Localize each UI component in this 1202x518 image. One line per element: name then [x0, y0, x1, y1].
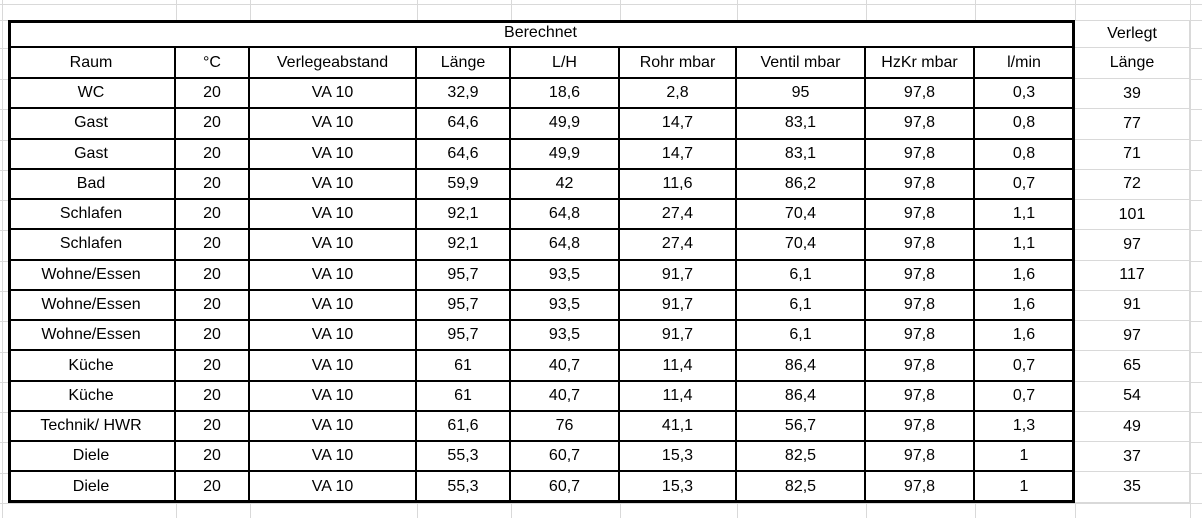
cell-ventil-mbar[interactable]: 6,1: [737, 321, 866, 351]
column-header-ventil-mbar[interactable]: Ventil mbar: [737, 48, 866, 79]
verlegt-header[interactable]: Verlegt: [1075, 20, 1190, 48]
cell-lh[interactable]: 40,7: [511, 382, 620, 412]
cell-laenge[interactable]: 95,7: [417, 261, 511, 291]
cell-raum[interactable]: Wohne/Essen: [8, 321, 176, 351]
cell-hzkr-mbar[interactable]: 97,8: [866, 321, 975, 351]
cell-lh[interactable]: 76: [511, 412, 620, 442]
cell-verlegt-laenge[interactable]: 49: [1075, 412, 1190, 442]
cell-verlegeabstand[interactable]: VA 10: [250, 170, 417, 200]
cell-hzkr-mbar[interactable]: 97,8: [866, 79, 975, 109]
cell-temp[interactable]: 20: [176, 291, 250, 321]
cell-temp[interactable]: 20: [176, 200, 250, 230]
cell-ventil-mbar[interactable]: 83,1: [737, 140, 866, 170]
cell-lmin[interactable]: 0,3: [975, 79, 1075, 109]
cell-lh[interactable]: 18,6: [511, 79, 620, 109]
cell-lmin[interactable]: 0,7: [975, 382, 1075, 412]
cell-ventil-mbar[interactable]: 95: [737, 79, 866, 109]
cell-lmin[interactable]: 1,1: [975, 230, 1075, 260]
cell-hzkr-mbar[interactable]: 97,8: [866, 200, 975, 230]
cell-raum[interactable]: Gast: [8, 140, 176, 170]
cell-lmin[interactable]: 0,7: [975, 351, 1075, 381]
cell-laenge[interactable]: 92,1: [417, 230, 511, 260]
cell-verlegt-laenge[interactable]: 101: [1075, 200, 1190, 230]
cell-raum[interactable]: Diele: [8, 442, 176, 472]
cell-ventil-mbar[interactable]: 86,4: [737, 382, 866, 412]
cell-laenge[interactable]: 32,9: [417, 79, 511, 109]
cell-temp[interactable]: 20: [176, 472, 250, 502]
cell-raum[interactable]: WC: [8, 79, 176, 109]
cell-rohr-mbar[interactable]: 11,4: [620, 351, 737, 381]
cell-verlegeabstand[interactable]: VA 10: [250, 291, 417, 321]
cell-hzkr-mbar[interactable]: 97,8: [866, 412, 975, 442]
cell-verlegt-laenge[interactable]: 97: [1075, 321, 1190, 351]
cell-temp[interactable]: 20: [176, 140, 250, 170]
cell-verlegt-laenge[interactable]: 35: [1075, 472, 1190, 502]
cell-verlegt-laenge[interactable]: 37: [1075, 442, 1190, 472]
cell-laenge[interactable]: 95,7: [417, 321, 511, 351]
column-header-lh[interactable]: L/H: [511, 48, 620, 79]
cell-temp[interactable]: 20: [176, 79, 250, 109]
cell-raum[interactable]: Küche: [8, 382, 176, 412]
cell-lmin[interactable]: 1,3: [975, 412, 1075, 442]
cell-hzkr-mbar[interactable]: 97,8: [866, 291, 975, 321]
gridline-vertical: [1190, 0, 1191, 518]
cell-verlegeabstand[interactable]: VA 10: [250, 109, 417, 139]
cell-laenge[interactable]: 59,9: [417, 170, 511, 200]
cell-rohr-mbar[interactable]: 27,4: [620, 200, 737, 230]
cell-ventil-mbar[interactable]: 82,5: [737, 472, 866, 502]
cell-verlegeabstand[interactable]: VA 10: [250, 442, 417, 472]
cell-lh[interactable]: 93,5: [511, 321, 620, 351]
cell-laenge[interactable]: 55,3: [417, 472, 511, 502]
cell-raum[interactable]: Bad: [8, 170, 176, 200]
column-header-laenge[interactable]: Länge: [417, 48, 511, 79]
cell-lh[interactable]: 93,5: [511, 261, 620, 291]
cell-lh[interactable]: 60,7: [511, 472, 620, 502]
cell-lh[interactable]: 49,9: [511, 140, 620, 170]
cell-ventil-mbar[interactable]: 56,7: [737, 412, 866, 442]
cell-raum[interactable]: Küche: [8, 351, 176, 381]
cell-laenge[interactable]: 61: [417, 351, 511, 381]
heating-circuit-table: [8, 20, 1190, 503]
gridline-horizontal: [0, 503, 1202, 504]
column-header-lmin[interactable]: l/min: [975, 48, 1075, 79]
cell-hzkr-mbar[interactable]: 97,8: [866, 230, 975, 260]
cell-verlegt-laenge[interactable]: 71: [1075, 140, 1190, 170]
cell-lh[interactable]: 49,9: [511, 109, 620, 139]
cell-lh[interactable]: 93,5: [511, 291, 620, 321]
cell-hzkr-mbar[interactable]: 97,8: [866, 109, 975, 139]
cell-raum[interactable]: Wohne/Essen: [8, 291, 176, 321]
cell-laenge[interactable]: 95,7: [417, 291, 511, 321]
cell-raum[interactable]: Technik/ HWR: [8, 412, 176, 442]
cell-hzkr-mbar[interactable]: 97,8: [866, 382, 975, 412]
cell-temp[interactable]: 20: [176, 321, 250, 351]
cell-verlegt-laenge[interactable]: 117: [1075, 261, 1190, 291]
cell-rohr-mbar[interactable]: 11,6: [620, 170, 737, 200]
cell-ventil-mbar[interactable]: 6,1: [737, 261, 866, 291]
cell-lmin[interactable]: 1,1: [975, 200, 1075, 230]
merged-header-berechnet[interactable]: Berechnet: [8, 20, 1075, 48]
cell-verlegeabstand[interactable]: VA 10: [250, 140, 417, 170]
cell-lmin[interactable]: 1,6: [975, 321, 1075, 351]
gridline-vertical: [2, 0, 3, 518]
cell-hzkr-mbar[interactable]: 97,8: [866, 351, 975, 381]
cell-rohr-mbar[interactable]: 14,7: [620, 109, 737, 139]
gridline-horizontal: [0, 4, 1202, 5]
cell-rohr-mbar[interactable]: 11,4: [620, 382, 737, 412]
cell-laenge[interactable]: 64,6: [417, 109, 511, 139]
cell-rohr-mbar[interactable]: 91,7: [620, 291, 737, 321]
cell-verlegeabstand[interactable]: VA 10: [250, 351, 417, 381]
cell-temp[interactable]: 20: [176, 382, 250, 412]
column-header-rohr-mbar[interactable]: Rohr mbar: [620, 48, 737, 79]
cell-lmin[interactable]: 1: [975, 442, 1075, 472]
cell-laenge[interactable]: 55,3: [417, 442, 511, 472]
column-header-hzkr-mbar[interactable]: HzKr mbar: [866, 48, 975, 79]
cell-rohr-mbar[interactable]: 2,8: [620, 79, 737, 109]
cell-lh[interactable]: 40,7: [511, 351, 620, 381]
cell-ventil-mbar[interactable]: 83,1: [737, 109, 866, 139]
cell-rohr-mbar[interactable]: 15,3: [620, 442, 737, 472]
cell-lh[interactable]: 60,7: [511, 442, 620, 472]
cell-temp[interactable]: 20: [176, 412, 250, 442]
cell-lmin[interactable]: 0,8: [975, 109, 1075, 139]
cell-verlegt-laenge[interactable]: 39: [1075, 79, 1190, 109]
cell-verlegeabstand[interactable]: VA 10: [250, 472, 417, 502]
column-header-verlegeabstand[interactable]: Verlegeabstand: [250, 48, 417, 79]
cell-verlegt-laenge[interactable]: 72: [1075, 170, 1190, 200]
cell-verlegeabstand[interactable]: VA 10: [250, 321, 417, 351]
cell-rohr-mbar[interactable]: 91,7: [620, 321, 737, 351]
cell-raum[interactable]: Gast: [8, 109, 176, 139]
cell-verlegeabstand[interactable]: VA 10: [250, 79, 417, 109]
cell-laenge[interactable]: 61,6: [417, 412, 511, 442]
cell-verlegt-laenge[interactable]: 77: [1075, 109, 1190, 139]
cell-lmin[interactable]: 1,6: [975, 261, 1075, 291]
cell-ventil-mbar[interactable]: 86,2: [737, 170, 866, 200]
cell-ventil-mbar[interactable]: 70,4: [737, 230, 866, 260]
cell-hzkr-mbar[interactable]: 97,8: [866, 442, 975, 472]
cell-rohr-mbar[interactable]: 41,1: [620, 412, 737, 442]
cell-temp[interactable]: 20: [176, 109, 250, 139]
cell-rohr-mbar[interactable]: 15,3: [620, 472, 737, 502]
cell-raum[interactable]: Diele: [8, 472, 176, 502]
cell-lmin[interactable]: 0,8: [975, 140, 1075, 170]
cell-verlegeabstand[interactable]: VA 10: [250, 412, 417, 442]
cell-verlegt-laenge[interactable]: 54: [1075, 382, 1190, 412]
cell-hzkr-mbar[interactable]: 97,8: [866, 261, 975, 291]
cell-verlegt-laenge[interactable]: 97: [1075, 230, 1190, 260]
cell-lh[interactable]: 64,8: [511, 230, 620, 260]
cell-lh[interactable]: 42: [511, 170, 620, 200]
cell-verlegt-laenge[interactable]: 65: [1075, 351, 1190, 381]
cell-rohr-mbar[interactable]: 27,4: [620, 230, 737, 260]
cell-raum[interactable]: Wohne/Essen: [8, 261, 176, 291]
cell-hzkr-mbar[interactable]: 97,8: [866, 140, 975, 170]
cell-temp[interactable]: 20: [176, 442, 250, 472]
cell-verlegeabstand[interactable]: VA 10: [250, 230, 417, 260]
cell-verlegeabstand[interactable]: VA 10: [250, 382, 417, 412]
cell-hzkr-mbar[interactable]: 97,8: [866, 472, 975, 502]
column-header-temp[interactable]: °C: [176, 48, 250, 79]
cell-verlegeabstand[interactable]: VA 10: [250, 200, 417, 230]
cell-raum[interactable]: Schlafen: [8, 200, 176, 230]
cell-rohr-mbar[interactable]: 91,7: [620, 261, 737, 291]
verlegt-subheader[interactable]: Länge: [1075, 48, 1190, 79]
cell-rohr-mbar[interactable]: 14,7: [620, 140, 737, 170]
cell-ventil-mbar[interactable]: 82,5: [737, 442, 866, 472]
cell-lmin[interactable]: 1,6: [975, 291, 1075, 321]
cell-laenge[interactable]: 92,1: [417, 200, 511, 230]
cell-laenge[interactable]: 61: [417, 382, 511, 412]
cell-temp[interactable]: 20: [176, 261, 250, 291]
cell-verlegt-laenge[interactable]: 91: [1075, 291, 1190, 321]
cell-lmin[interactable]: 1: [975, 472, 1075, 502]
cell-laenge[interactable]: 64,6: [417, 140, 511, 170]
cell-raum[interactable]: Schlafen: [8, 230, 176, 260]
cell-temp[interactable]: 20: [176, 230, 250, 260]
cell-lmin[interactable]: 0,7: [975, 170, 1075, 200]
cell-verlegeabstand[interactable]: VA 10: [250, 261, 417, 291]
cell-lh[interactable]: 64,8: [511, 200, 620, 230]
cell-ventil-mbar[interactable]: 86,4: [737, 351, 866, 381]
cell-ventil-mbar[interactable]: 70,4: [737, 200, 866, 230]
cell-hzkr-mbar[interactable]: 97,8: [866, 170, 975, 200]
cell-temp[interactable]: 20: [176, 170, 250, 200]
column-header-raum[interactable]: Raum: [8, 48, 176, 79]
cell-temp[interactable]: 20: [176, 351, 250, 381]
cell-ventil-mbar[interactable]: 6,1: [737, 291, 866, 321]
